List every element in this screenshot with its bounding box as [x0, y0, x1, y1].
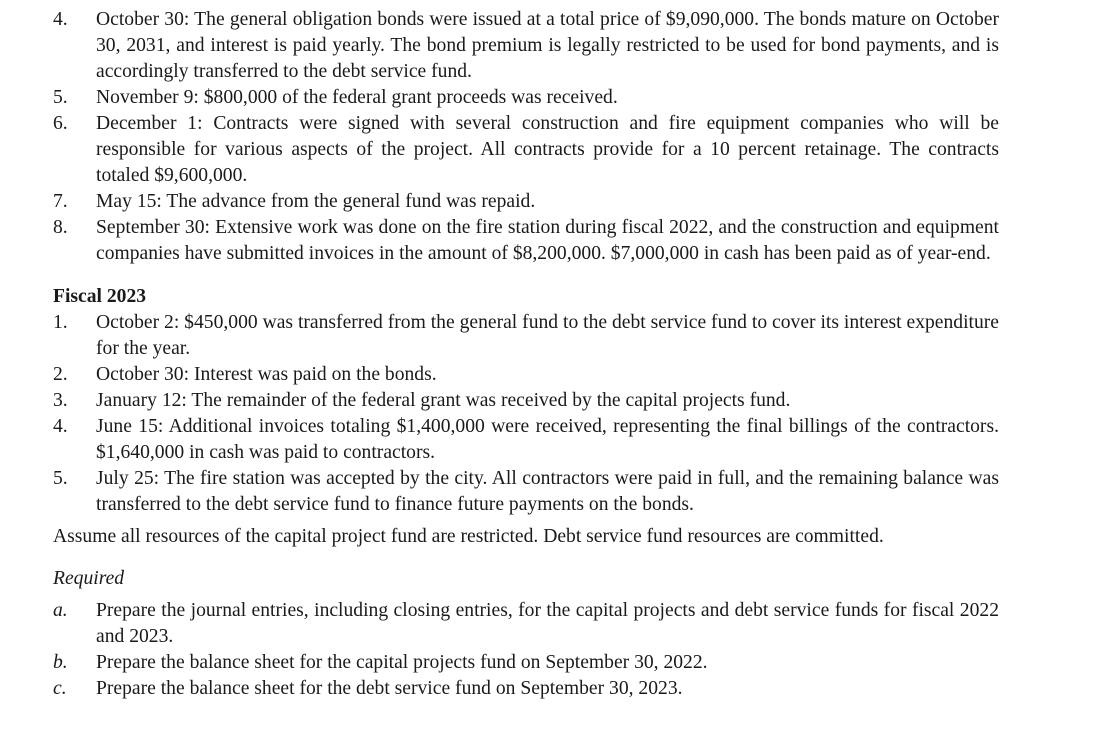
- list-item: [0, 310, 999, 362]
- list-item: [0, 414, 999, 466]
- document-page: [0, 7, 1108, 702]
- list-item: [0, 598, 999, 650]
- item-text: Prepare the journal entries, including closing entries, for the capital projects and debt service funds for fiscal 2022 and 2023.: [96, 600, 999, 647]
- item-number: 2.: [53, 364, 68, 385]
- fiscal-2022-list: [0, 7, 1108, 267]
- list-item: [0, 111, 999, 189]
- item-letter: b.: [53, 652, 68, 673]
- assumption-paragraph: Assume all resources of the capital project fund are restricted. Debt service fund resources are committed.: [53, 526, 884, 547]
- list-item: [0, 189, 999, 215]
- item-number: 5.: [53, 87, 68, 108]
- item-number: 3.: [53, 390, 68, 411]
- item-text: Prepare the balance sheet for the capital projects fund on September 30, 2022.: [96, 652, 708, 673]
- list-item: [0, 362, 999, 388]
- fiscal-2023-list: [0, 310, 1108, 518]
- item-text: January 12: The remainder of the federal grant was received by the capital projects fund.: [96, 390, 791, 411]
- list-item: [0, 7, 999, 85]
- fiscal-2023-heading: Fiscal 2023: [53, 286, 147, 307]
- item-text: October 2: $450,000 was transferred from the general fund to the debt service fund to cover its interest expenditure for the year.: [96, 312, 999, 359]
- item-number: 5.: [53, 468, 68, 489]
- item-number: 4.: [53, 9, 68, 30]
- list-item: [0, 85, 999, 111]
- item-text: October 30: Interest was paid on the bonds.: [96, 364, 437, 385]
- item-text: December 1: Contracts were signed with several construction and fire equipment companies who will be responsible for various aspects of the project. All contracts provide for a 10 percent retainage. The contracts totaled $9,600,000.: [96, 113, 999, 186]
- item-text: October 30: The general obligation bonds were issued at a total price of $9,090,000. The bonds mature on October 30, 2031, and interest is paid yearly. The bond premium is legally restricted to be used for bond payments, and is accordingly transferred to the debt service fund.: [96, 9, 999, 82]
- item-text: November 9: $800,000 of the federal grant proceeds was received.: [96, 87, 618, 108]
- item-text: July 25: The fire station was accepted by the city. All contractors were paid in full, and the remaining balance was transferred to the debt service fund to finance future payments on the bonds.: [96, 468, 999, 515]
- list-item: [0, 676, 999, 702]
- required-heading: Required: [53, 568, 125, 589]
- item-text: Prepare the balance sheet for the debt service fund on September 30, 2023.: [96, 678, 683, 699]
- item-text: September 30: Extensive work was done on the fire station during fiscal 2022, and the construction and equipment companies have submitted invoices in the amount of $8,200,000. $7,000,000 in cash has been paid as of year-end.: [96, 217, 999, 264]
- item-number: 8.: [53, 217, 68, 238]
- list-item: [0, 388, 999, 414]
- item-number: 7.: [53, 191, 68, 212]
- item-number: 4.: [53, 416, 68, 437]
- required-list: [0, 598, 1108, 702]
- item-letter: c.: [53, 678, 67, 699]
- item-text: May 15: The advance from the general fund was repaid.: [96, 191, 536, 212]
- item-number: 6.: [53, 113, 68, 134]
- list-item: [0, 650, 999, 676]
- list-item: [0, 466, 999, 518]
- list-item: [0, 215, 999, 267]
- item-text: June 15: Additional invoices totaling $1,400,000 were received, representing the final billings of the contractors. $1,640,000 in cash was paid to contractors.: [96, 416, 999, 463]
- item-letter: a.: [53, 600, 68, 621]
- item-number: 1.: [53, 312, 68, 333]
